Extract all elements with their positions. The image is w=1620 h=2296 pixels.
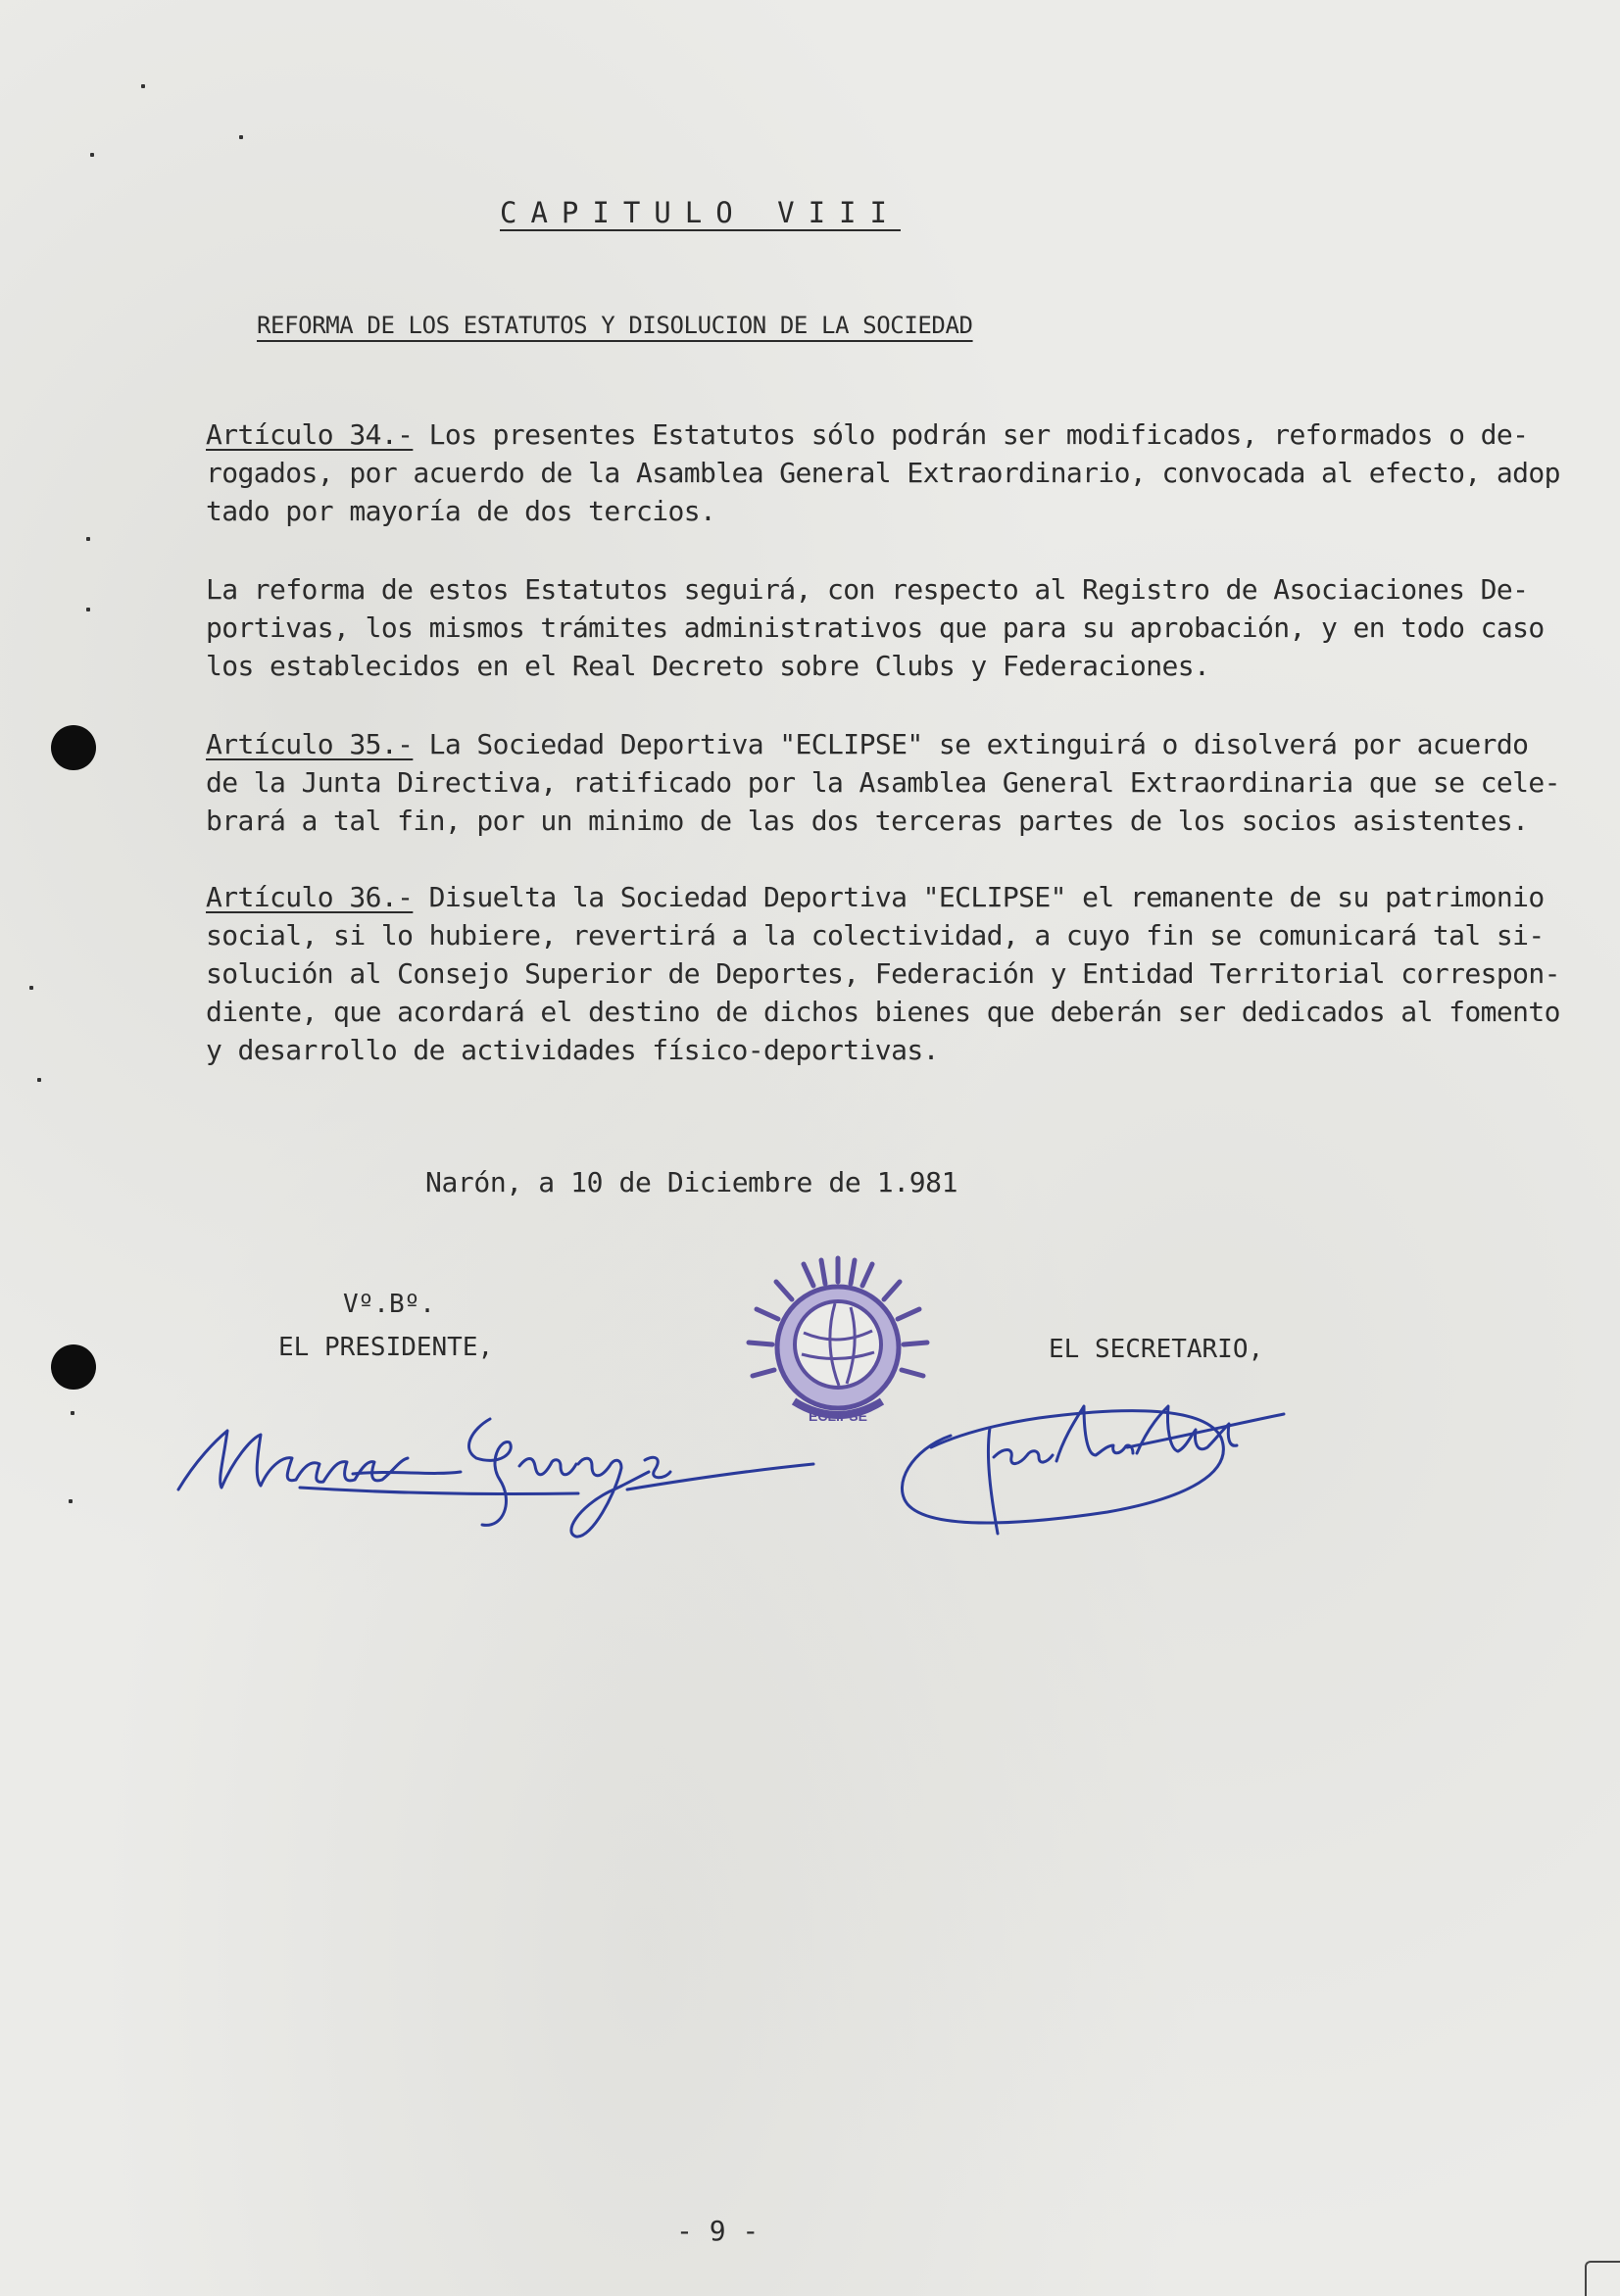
ink-speck <box>37 1078 41 1082</box>
article-36-line-2: social, si lo hubiere, revertirá a la colectividad, a cuyo fin se comunicará tal si- <box>206 919 1545 952</box>
ink-speck <box>86 537 90 541</box>
ink-speck <box>86 608 90 611</box>
article-34-line-1 <box>206 415 1597 454</box>
ink-speck <box>71 1411 74 1415</box>
article-34-paragraph <box>206 415 1597 530</box>
article-36-line-3: solución al Consejo Superior de Deportes, Federación y Entidad Territorial correspon- <box>206 957 1560 990</box>
article-34-line-2: rogados, por acuerdo de la Asamblea General Extraordinario, convocada al efecto, adop <box>206 457 1560 489</box>
ink-speck <box>69 1499 73 1503</box>
article-34-p2-line-1: La reforma de estos Estatutos seguirá, con respecto al Registro de Asociaciones De- <box>206 573 1529 606</box>
article-34-heading: Artículo 34.- <box>206 418 414 451</box>
vobo-label: Vº.Bº. <box>343 1290 435 1319</box>
chapter-title: CAPITULO VIII <box>500 196 901 229</box>
article-35-line-1 <box>206 725 1597 763</box>
article-34-paragraph-2 <box>206 570 1597 685</box>
article-35-heading: Artículo 35.- <box>206 728 414 760</box>
ink-speck <box>141 84 145 88</box>
place-and-date: Narón, a 10 de Diciembre de 1.981 <box>425 1166 958 1198</box>
article-35-paragraph <box>206 725 1597 840</box>
ink-speck <box>239 135 243 139</box>
article-36-heading: Artículo 36.- <box>206 881 414 913</box>
ink-speck <box>29 986 33 990</box>
article-34-line-3: tado por mayoría de dos tercios. <box>206 495 716 527</box>
president-label: EL PRESIDENTE, <box>278 1333 494 1362</box>
seal-text: ECLIPSE <box>809 1408 867 1424</box>
article-34-p2-line-2: portivas, los mismos trámites administrativos que para su aprobación, y en todo caso <box>206 611 1545 644</box>
page-number: - 9 - <box>676 2215 760 2247</box>
ink-speck <box>90 153 94 157</box>
article-36-text: Disuelta la Sociedad Deportiva "ECLIPSE" el remanente de su patrimonio <box>413 881 1545 913</box>
article-36-paragraph <box>206 878 1597 1069</box>
punch-hole-top <box>51 725 96 770</box>
article-34-text: Los presentes Estatutos sólo podrán ser modificados, reformados o de- <box>413 418 1529 451</box>
secretary-signature-icon <box>892 1367 1294 1563</box>
article-35-text: La Sociedad Deportiva "ECLIPSE" se extinguirá o disolverá por acuerdo <box>413 728 1529 760</box>
article-35-line-2: de la Junta Directiva, ratificado por la Asamblea General Extraordinaria que se cele- <box>206 766 1560 799</box>
punch-hole-bottom <box>51 1344 96 1390</box>
article-36-line-4: diente, que acordará el destino de dichos bienes que deberán ser dedicados al fomento <box>206 996 1560 1028</box>
page-corner-fold <box>1585 2261 1620 2296</box>
section-title: REFORMA DE LOS ESTATUTOS Y DISOLUCION DE LA SOCIEDAD <box>257 312 973 339</box>
article-35-line-3: brará a tal fin, por un minimo de las dos terceras partes de los socios asistentes. <box>206 805 1529 837</box>
article-36-line-5: y desarrollo de actividades físico-deportivas. <box>206 1034 939 1066</box>
president-signature-icon <box>167 1401 823 1578</box>
article-36-line-1 <box>206 878 1597 916</box>
article-34-p2-line-3: los establecidos en el Real Decreto sobre Clubs y Federaciones. <box>206 650 1210 682</box>
secretary-label: EL SECRETARIO, <box>1049 1335 1264 1364</box>
